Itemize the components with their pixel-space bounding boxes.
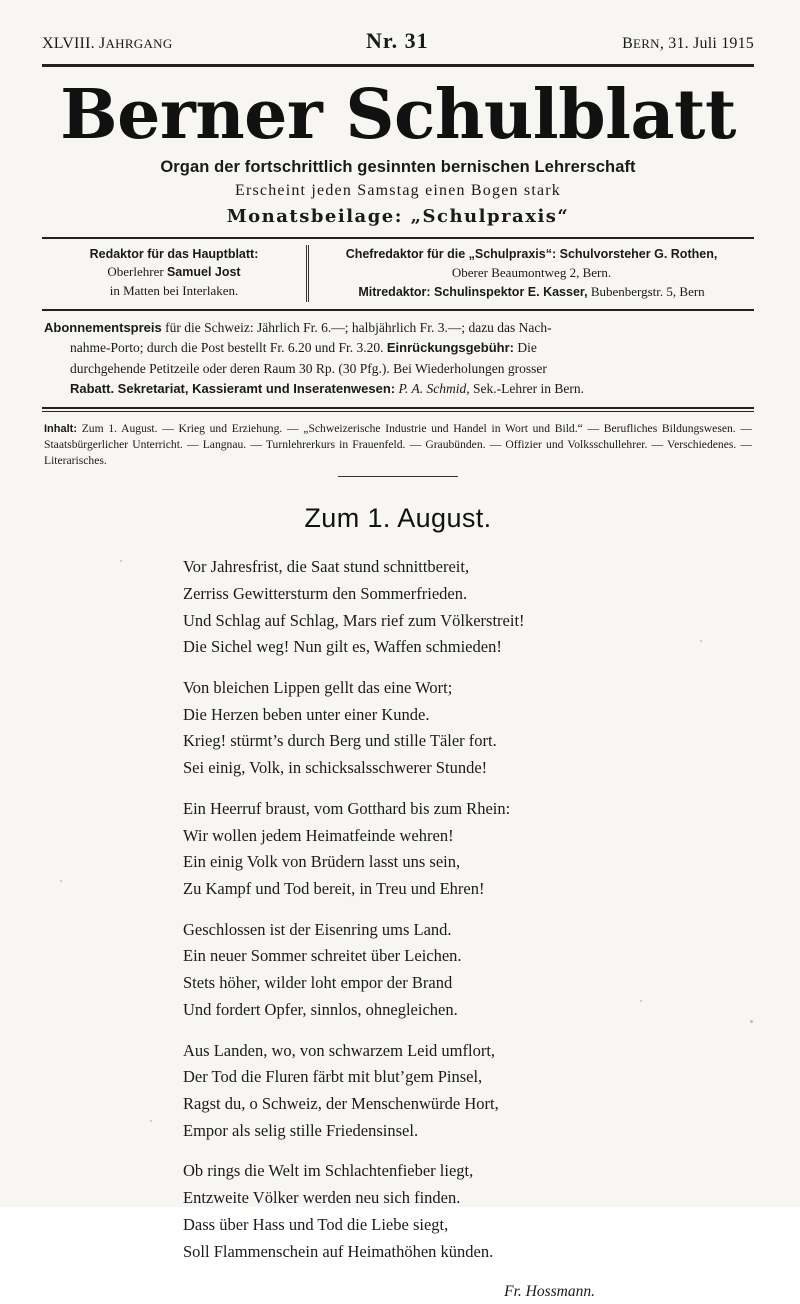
poem-line: Dass über Hass und Tod die Liebe siegt, [183,1214,449,1234]
subscription-line-3 [44,359,752,380]
poem-line: Wir wollen jedem Heimatfeinde wehren! [183,825,454,845]
issue-number: Nr. 31 [366,28,429,53]
poem-stanza [183,554,613,661]
poem-line: Ein einig Volk von Brüdern lasst uns sein, [183,852,461,872]
volume-label [42,35,173,53]
subscription-price-label: Abonnementspreis [44,319,162,335]
author-signature: Fr. Hossmann. [504,1283,595,1301]
publication-supplement: Monatsbeilage: „Schulpraxis“ [226,206,570,228]
poem-line: Stets höher, wilder loht empor der Brand [183,973,453,993]
publication-subtitle-organ: Organ der fortschrittlich gesinnten bernischen Lehrerschaft [160,158,636,177]
poem-line: Soll Flammenschein auf Heimathöhen künden. [183,1241,494,1261]
editor-main-title: Oberlehrer [107,264,167,280]
editor-supplement-column [306,245,754,302]
editor-co-line [317,283,746,302]
subscription-postage-text: nahme-Porto; durch die Post bestellt Fr. 6.20 und Fr. 3.20. [70,340,384,356]
publication-frequency: Erscheint jeden Samstag einen Bogen stark [234,182,561,200]
scan-speck [750,1020,753,1023]
article-title: Zum 1. August. [304,503,492,534]
volume-smallcaps: AHRGANG [105,36,173,51]
subscription-block [42,311,754,409]
poem-line: Sei einig, Volk, in schicksalsschwerer Stunde! [183,758,488,778]
volume-text: XLVIII. J [42,35,106,52]
scan-speck [700,640,702,642]
place-initial: B [622,35,633,52]
scan-speck [60,880,62,882]
poem-line: Von bleichen Lippen gellt das eine Wort; [183,677,453,697]
poem-line: Empor als selig stille Friedensinsel. [183,1120,419,1140]
subscription-office-label: Rabatt. Sekretariat, Kassieramt und Inseratenwesen: [70,381,396,397]
editors-block [42,237,754,311]
subscription-ad-text: durchgehende Petitzeile oder deren Raum 30 Rp. (30 Pfg.). Bei Wiederholungen grosser [70,360,547,376]
poem-line: Und Schlag auf Schlag, Mars rief zum Völkerstreit! [183,610,525,630]
poem-line: Zu Kampf und Tod bereit, in Treu und Ehren! [183,879,485,898]
poem-line: Vor Jahresfrist, die Saat stund schnittbereit, [183,557,470,577]
poem-line: Ragst du, o Schweiz, der Menschenwürde Hort, [183,1094,499,1114]
contents-block [42,416,754,474]
subscription-ad-tail: Die [514,340,537,356]
poem-line: Die Sichel weg! Nun gilt es, Waffen schmieden! [183,637,502,657]
subscription-line-1 [44,318,752,339]
divider-double [42,411,754,414]
editor-chief-address: Oberer Beaumontweg 2, Bern. [451,265,612,281]
editor-co-name: E. Kasser, [527,285,588,300]
subscription-price-text: für die Schweiz: Jährlich Fr. 6.—; halbjährlich Fr. 3.—; dazu das Nach- [161,319,552,335]
editor-co-address: Bubenbergstr. 5, Bern [587,284,705,300]
contents-text: Zum 1. August. — Krieg und Erziehung. — „Schweizerische Industrie und Handel in Wort und Bild.“ — Berufliches Bildungswesen. — Staatsbürgerlicher Unterricht. — Langnau. — Turnlehrerkurs in Frauenfeld. — Graubünden. — Offizier und Volksschullehrer. — Verschiedenes. — Literarisches. [44,421,752,468]
editor-main-column [42,245,306,302]
editor-main-name-line [50,263,298,282]
masthead-topline [42,28,754,60]
subscription-office-role: Sek.-Lehrer in Bern. [469,381,584,397]
poem-line: Der Tod die Fluren färbt mit blut’gem Pinsel, [183,1067,483,1087]
issue-date: , 31. Juli 1915 [659,35,754,52]
editor-chief-role: Chefredaktor für die „Schulpraxis“: Schulvorsteher [345,247,655,262]
divider-top-thick [42,64,754,67]
editor-main-name: Samuel Jost [166,265,241,280]
scan-speck [640,1000,642,1002]
poem-line: Ob rings die Welt im Schlachtenfieber liegt, [183,1161,474,1181]
poem-stanza [183,796,613,903]
poem-line: Entzweite Völker werden neu sich finden. [183,1188,461,1208]
poem-line: Geschlossen ist der Eisenring ums Land. [183,919,452,939]
scan-speck [150,1120,152,1122]
poem-line: Zerriss Gewittersturm den Sommerfrieden. [183,583,468,603]
poem-line: Ein neuer Sommer schreitet über Leichen. [183,946,462,966]
poem-line: Krieg! stürmt’s durch Berg und stille Täler fort. [183,731,497,751]
subscription-ad-label: Einrückungsgebühr: [386,340,514,356]
editor-chief-line [317,245,746,264]
scan-speck [120,560,122,562]
subscription-office-name: P. A. Schmid, [398,381,470,397]
publication-title: Berner Schulblatt [60,75,736,155]
poem-stanza [183,1158,613,1265]
poem-body [183,554,613,1304]
editor-main-address: in Matten bei Interlaken. [109,283,239,299]
poem-stanza [183,917,613,1024]
contents-label: Inhalt: [44,422,77,435]
subscription-line-4 [44,379,752,400]
poem-line: Die Herzen beben unter einer Kunde. [183,704,430,724]
editor-co-role: Mitredaktor: Schulinspektor [358,285,528,300]
poem-line: Ein Heerruf braust, vom Gotthard bis zum Rhein: [183,798,511,818]
page-content [42,28,754,1304]
place-date [622,35,754,53]
poem-line: Aus Landen, wo, von schwarzem Leid umflort, [183,1040,496,1060]
subscription-line-2 [44,338,752,359]
divider-contents-bottom [338,476,458,477]
editor-chief-name: G. Rothen, [654,247,718,262]
poem-line: Und fordert Opfer, sinnlos, ohnegleichen. [183,999,458,1019]
poem-stanza [183,675,613,782]
editor-main-role: Redaktor für das Hauptblatt: [89,247,259,262]
place-smallcaps: ERN [632,36,660,51]
poem-stanza [183,1038,613,1145]
